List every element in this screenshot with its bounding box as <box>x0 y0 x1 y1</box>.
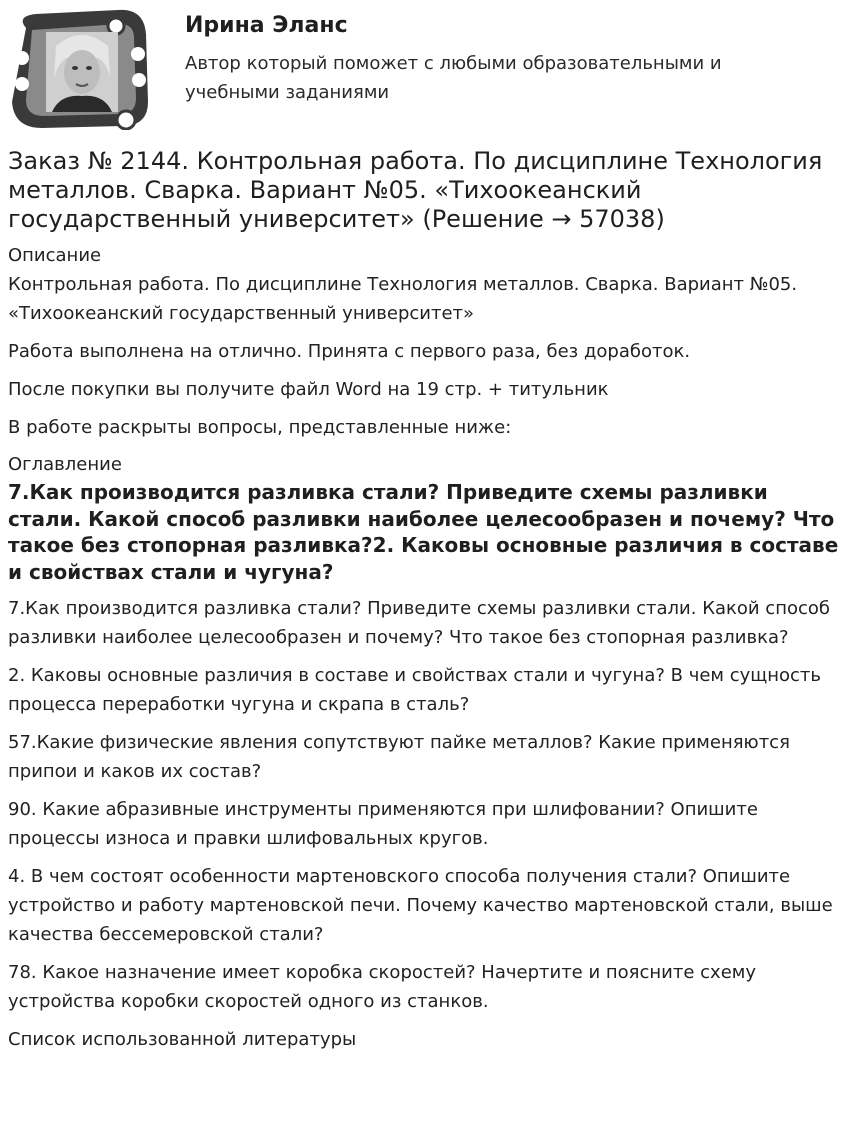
toc-item: 4. В чем состоят особенности мартеновского способа получения стали? Опишите устройство и работу мартеновской печи. Почему качество мартеновской стали, выше качества бессемеровской стали? <box>8 866 833 945</box>
description-paragraph: После покупки вы получите файл Word на 19 стр. + титульник <box>8 379 609 400</box>
toc-item: 78. Какое назначение имеет коробка скоростей? Начертите и поясните схему устройства коробки скоростей одного из станков. <box>8 962 757 1012</box>
toc-item: 2. Каковы основные различия в составе и свойствах стали и чугуна? В чем сущность процесса переработки чугуна и скрапа в сталь? <box>8 665 821 715</box>
toc-heading: 7.Как производится разливка стали? Приведите схемы разливки стали. Какой способ разливки наиболее целесообразен и почему? Что такое без стопорная разливка?2. Каковы основные различия в составе и свойствах стали и чугуна? <box>8 480 839 584</box>
main-content <box>8 147 840 1063</box>
toc-item: 90. Какие абразивные инструменты применяются при шлифовании? Опишите процессы износа и правки шлифовальных кругов. <box>8 799 758 849</box>
description-paragraph: В работе раскрыты вопросы, представленные ниже: <box>8 417 512 438</box>
description-paragraph: Работа выполнена на отлично. Принята с первого раза, без доработок. <box>8 341 691 362</box>
description-paragraph: Контрольная работа. По дисциплине Технология металлов. Сварка. Вариант №05. «Тихоокеанский государственный университет» <box>8 274 798 324</box>
portrait-photo <box>46 32 118 112</box>
description-label: Описание <box>8 245 102 266</box>
toc-label: Оглавление <box>8 454 122 475</box>
toc-footer: Список использованной литературы <box>8 1029 357 1050</box>
author-name[interactable]: Ирина Эланс <box>185 13 348 38</box>
author-description: Автор который поможет с любыми образовательными и учебными заданиями <box>185 53 722 103</box>
author-header <box>0 0 847 140</box>
author-avatar[interactable] <box>6 6 152 130</box>
order-title: Заказ № 2144. Контрольная работа. По дисциплине Технология металлов. Сварка. Вариант №05. «Тихоокеанский государственный университет» (Решение → 57038) <box>8 147 823 233</box>
toc-item: 7.Как производится разливка стали? Приведите схемы разливки стали. Какой способ разливки наиболее целесообразен и почему? Что такое без стопорная разливка? <box>8 598 830 648</box>
toc-item: 57.Какие физические явления сопутствуют пайке металлов? Какие применяются припои и каков их состав? <box>8 732 790 782</box>
